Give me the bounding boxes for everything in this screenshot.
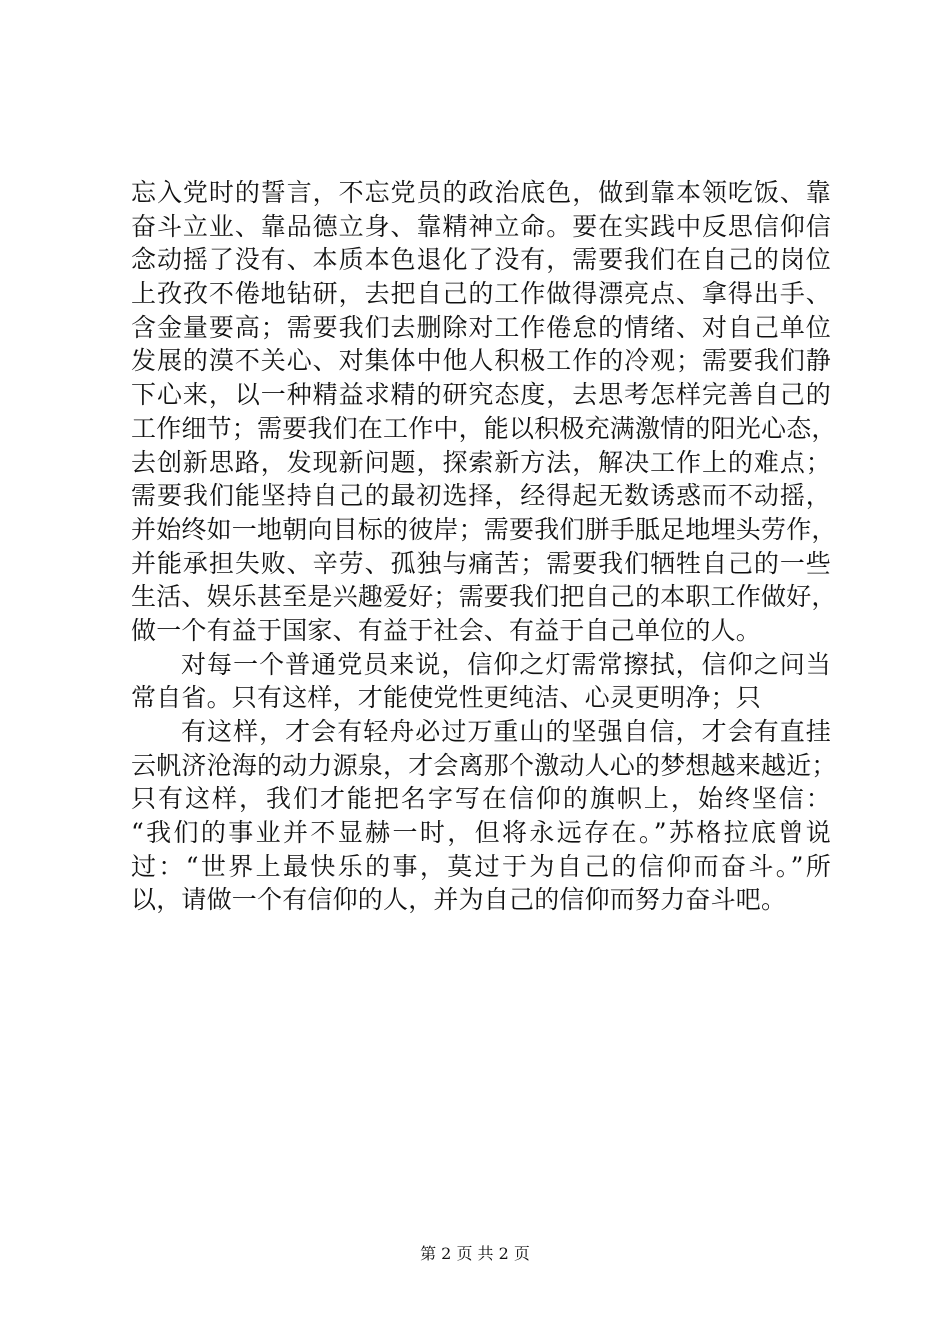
text-line: 奋斗立业、靠品德立身、靠精神立命。要在实践中反思信仰信 [131,211,831,241]
text-line: “我们的事业并不显赫一时，但将永远存在。”苏格拉底曾说 [131,818,831,848]
page-number-footer: 第 2 页 共 2 页 [420,1244,530,1263]
text-line: 以，请做一个有信仰的人，并为自己的信仰而努力奋斗吧。 [131,885,787,915]
text-line: 并始终如一地朝向目标的彼岸；需要我们胼手胝足地埋头劳作， [131,514,837,544]
text-line: 需要我们能坚持自己的最初选择，经得起无数诱惑而不动摇， [131,481,831,511]
text-line: 含金量要高；需要我们去删除对工作倦怠的情绪、对自己单位 [131,312,831,342]
text-line: 常自省。只有这样，才能使党性更纯洁、心灵更明净；只 [131,683,762,713]
text-line: 上孜孜不倦地钻研，去把自己的工作做得漂亮点、拿得出手、 [131,279,831,309]
text-line: 发展的漠不关心、对集体中他人积极工作的冷观；需要我们静 [131,346,831,376]
text-line: 去创新思路，发现新问题，探索新方法，解决工作上的难点； [131,447,831,477]
text-line: 忘入党时的誓言，不忘党员的政治底色，做到靠本领吃饭、靠 [131,178,831,207]
text-line: 生活、娱乐甚至是兴趣爱好；需要我们把自己的本职工作做好， [131,582,837,612]
paragraph-start-line: 对每一个普通党员来说，信仰之灯需常擦拭，信仰之问当 [181,649,831,679]
body-text [131,176,837,917]
text-line: 念动摇了没有、本质本色退化了没有，需要我们在自己的岗位 [131,245,831,275]
text-line: 过：“世界上最快乐的事，莫过于为自己的信仰而奋斗。”所 [131,851,831,881]
text-line: 工作细节；需要我们在工作中，能以积极充满激情的阳光心态， [131,413,837,443]
text-line: 只有这样，我们才能把名字写在信仰的旗帜上，始终坚信： [131,784,831,814]
text-line: 做一个有益于国家、有益于社会、有益于自己单位的人。 [131,615,762,645]
paragraph-start-line: 有这样，才会有轻舟必过万重山的坚强自信，才会有直挂 [181,717,831,746]
text-line: 并能承担失败、辛劳、孤独与痛苦；需要我们牺牲自己的一些 [131,548,831,578]
text-line: 下心来，以一种精益求精的研究态度，去思考怎样完善自己的 [131,380,831,410]
text-line: 云帆济沧海的动力源泉，才会离那个激动人心的梦想越来越近； [131,750,837,780]
